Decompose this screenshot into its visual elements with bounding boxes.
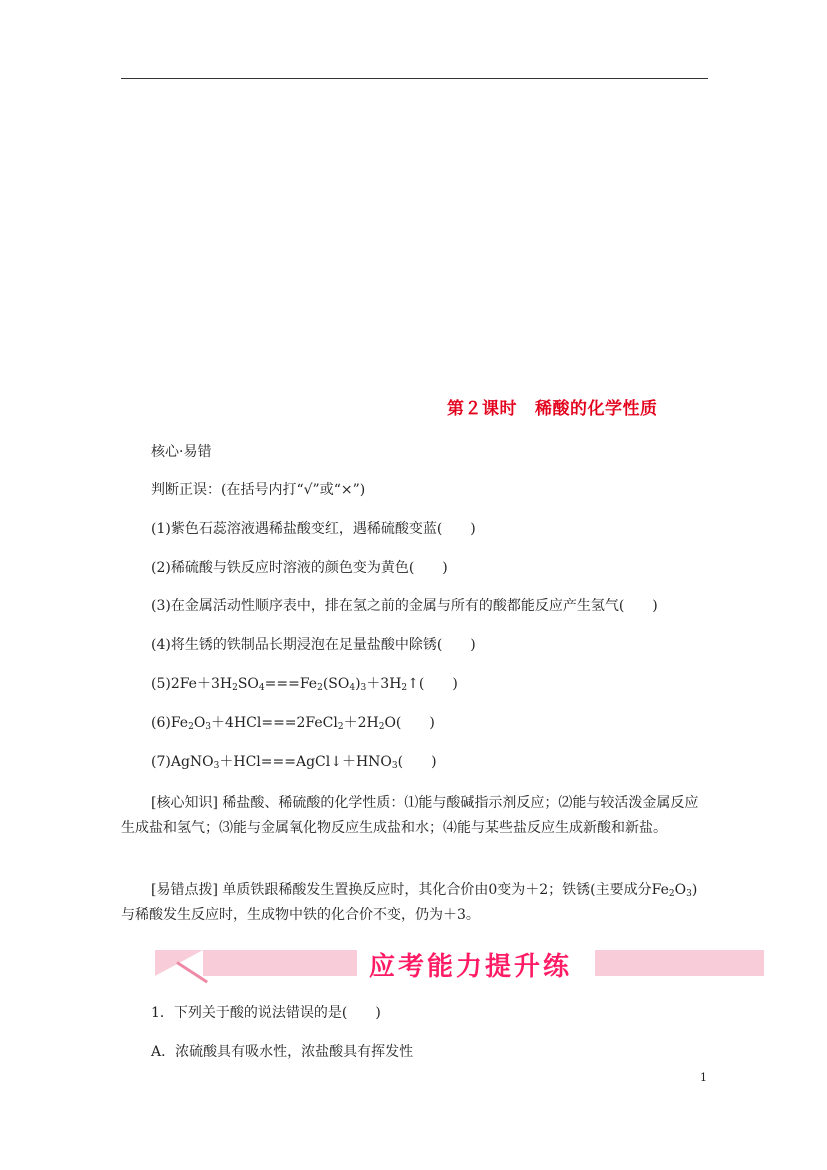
item-5: $(5)2Fe+3H_2SO_4===Fe_2(SO_4)_3+3H_2↑$( ) (151, 676, 458, 693)
section-banner (155, 947, 764, 982)
section-label: 核心·易错 (151, 444, 212, 460)
item-7: $(7)AgNO_3+HCl===AgCl↓+HNO_3$( ) (151, 754, 437, 771)
question-1-stem: 1．下列关于酸的说法错误的是( ) (151, 1005, 381, 1021)
item-6: $(6)Fe_2O_3+4HCl===2FeCl_2+2H_2O$( ) (151, 715, 435, 732)
header-rule (121, 78, 708, 79)
item-2: (2)稀硫酸与铁反应时溶液的颜色变为黄色( ) (151, 560, 448, 576)
instruction: 判断正误：(在括号内打“√”或“×”) (151, 482, 366, 498)
page-number: 1 (700, 1071, 707, 1084)
item-3: (3)在金属活动性顺序表中，排在氢之前的金属与所有的酸都能反应产生氢气( ) (151, 598, 658, 614)
banner-title: 应考能力提升练 (369, 952, 573, 982)
item-4: (4)将生锈的铁制品长期浸泡在足量盐酸中除锈( ) (151, 637, 476, 653)
core-knowledge: [核心知识] 稀盐酸、稀硫酸的化学性质：⑴能与酸碱指示剂反应；⑵能与较活泼金属反应生成盐和氢气；⑶能与金属氧化物反应生成盐和水；⑷能与某些盐反应生成新酸和新盐。 (121, 795, 699, 836)
lesson-topic: 稀酸的化学性质 (535, 399, 658, 419)
lesson-number: 第２课时 (447, 399, 517, 419)
question-1-option-a: A．浓硫酸具有吸水性，浓盐酸具有挥发性 (151, 1044, 414, 1060)
error-tip: [易错点拨] 单质铁跟稀酸发生置换反应时，其化合价由0变为＋2；铁锈(主要成分$Fe_2O_3$)与稀酸发生反应时，生成物中铁的化合价不变，仍为＋3。 (121, 882, 698, 923)
page-title (447, 394, 658, 419)
item-1: (1)紫色石蕊溶液遇稀盐酸变红，遇稀硫酸变蓝( ) (151, 521, 476, 537)
